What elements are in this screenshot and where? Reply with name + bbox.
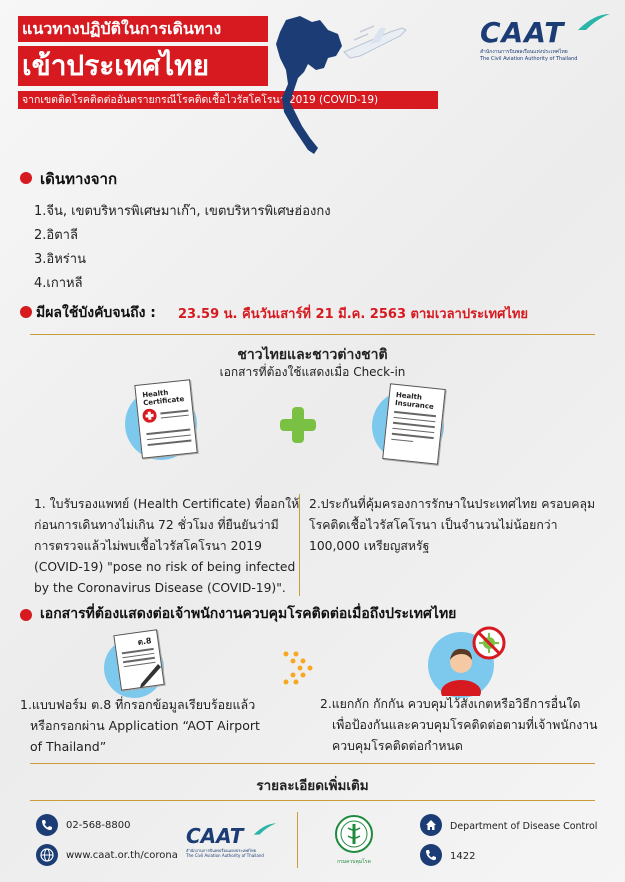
effective-label: มีผลใช้บังคับจนถึง : [36,305,156,321]
ddc-name: Department of Disease Control [450,821,598,832]
caat-sub-th: สำนักงานการบินพลเรือนแห่งประเทศไทย [480,49,568,55]
medical-cross-icon [142,408,157,423]
health-insurance-document-icon [382,383,446,464]
caat-footer-logo-text: CAAT [186,824,244,848]
caat-logo-text: CAAT [480,16,565,49]
documents-subtitle: เอกสารที่ต้องใช้แสดงเมื่อ Check-in [219,365,406,379]
health-certificate-document-icon [134,379,197,458]
caat-footer-logo [186,824,278,858]
caat-swoosh-icon [252,822,278,836]
ddc-logo [334,814,378,866]
pen-icon [138,662,162,690]
title-line-1: แนวทางปฏิบัติในการเดินทาง [18,16,268,42]
home-icon [420,814,442,836]
health-insurance-doc-title: Health Insurance [394,390,435,411]
vertical-divider [299,494,300,596]
quarantine-text: 2.แยกกัก กักกัน ควบคุมไว้สังเกตหรือวิธีการอื่นใด เพื่อป้องกันและควบคุมโรคติดต่อตามที่เจ้าพนักงาน ควบคุมโรคติดต่อกำหนด [320,697,598,753]
airplane-icon [340,22,410,62]
chevron-right-icon [280,648,320,688]
caat-footer-sub-en: The Civil Aviation Authority of Thailand [186,853,264,858]
title-line-2: เข้าประเทศไทย [18,46,268,86]
divider [30,800,595,801]
globe-icon [36,844,58,866]
phone-icon [420,844,442,866]
bullet-icon [20,172,32,184]
phone-number-1[interactable]: 02-568-8800 [66,820,131,831]
phone-icon [36,814,58,836]
caat-swoosh-icon [576,12,612,32]
documents-title: ชาวไทยและชาวต่างชาติ [237,347,388,363]
bullet-icon [20,609,32,621]
travel-from-item-2: 2.อิตาลี [34,228,78,243]
bullet-icon [20,306,32,318]
travel-from-heading: เดินทางจาก [40,170,118,188]
phone-number-2[interactable]: 1422 [450,851,476,862]
form-t8-text: 1.แบบฟอร์ม ต.8 ที่กรอกข้อมูลเรียบร้อยแล้ว หรือกรอกผ่าน Application “AOT Airport of Thailand” [20,697,260,754]
arrival-heading: เอกสารที่ต้องแสดงต่อเจ้าพนักงานควบคุมโรคติดต่อเมื่อถึงประเทศไทย [40,606,457,622]
health-certificate-doc-title: Health Certificate [141,388,185,408]
footer-title: รายละเอียดเพิ่มเติม [256,778,369,794]
travel-from-item-1: 1.จีน, เขตบริหารพิเศษมาเก๊า, เขตบริหารพิเศษฮ่องกง [34,204,331,219]
health-certificate-text: 1. ใบรับรองแพทย์ (Health Certificate) ที่ออกให้ ก่อนการเดินทางไม่เกิน 72 ชั่วโมง ที่ยืนยันว่ามี การตรวจแล้วไม่พบเชื้อไวรัสโคโรนา 2019 (COVID-19) "pose no risk of being infected by the Coronavirus Disease (COVID-19)". [34,497,300,595]
caat-footer-sub-th: สำนักงานการบินพลเรือนแห่งประเทศไทย [186,848,257,853]
form-t8-label: ต.8 [137,636,153,647]
caat-logo [480,16,612,63]
ddc-logo-text: กรมควบคุมโรค [337,859,371,865]
health-insurance-text: 2.ประกันที่คุ้มครองการรักษาในประเทศไทย ครอบคลุม โรคติดเชื้อไวรัสโคโรนา เป็นจำนวนไม่น้อยกว่า 100,000 เหรียญสหรัฐ [309,497,596,553]
travel-from-item-4: 4.เกาหลี [34,276,83,291]
effective-value: 23.59 น. คืนวันเสาร์ที่ 21 มี.ค. 2563 ตามเวลาประเทศไทย [178,307,529,322]
divider [30,763,595,764]
plus-icon [278,405,318,445]
website-link[interactable]: www.caat.or.th/corona [66,850,178,861]
vertical-divider [297,812,298,868]
travel-from-item-3: 3.อิหร่าน [34,252,86,267]
ddc-emblem-icon [334,814,374,854]
caat-sub-en: The Civil Aviation Authority of Thailand [480,56,578,62]
no-virus-icon [472,626,506,660]
thailand-map-icon [268,12,348,162]
divider [30,334,595,335]
title-line-3: จากเขตติดโรคติดต่ออันตรายกรณีโรคติดเชื้อไวรัสโคโรนา 2019 (COVID-19) [18,91,438,109]
